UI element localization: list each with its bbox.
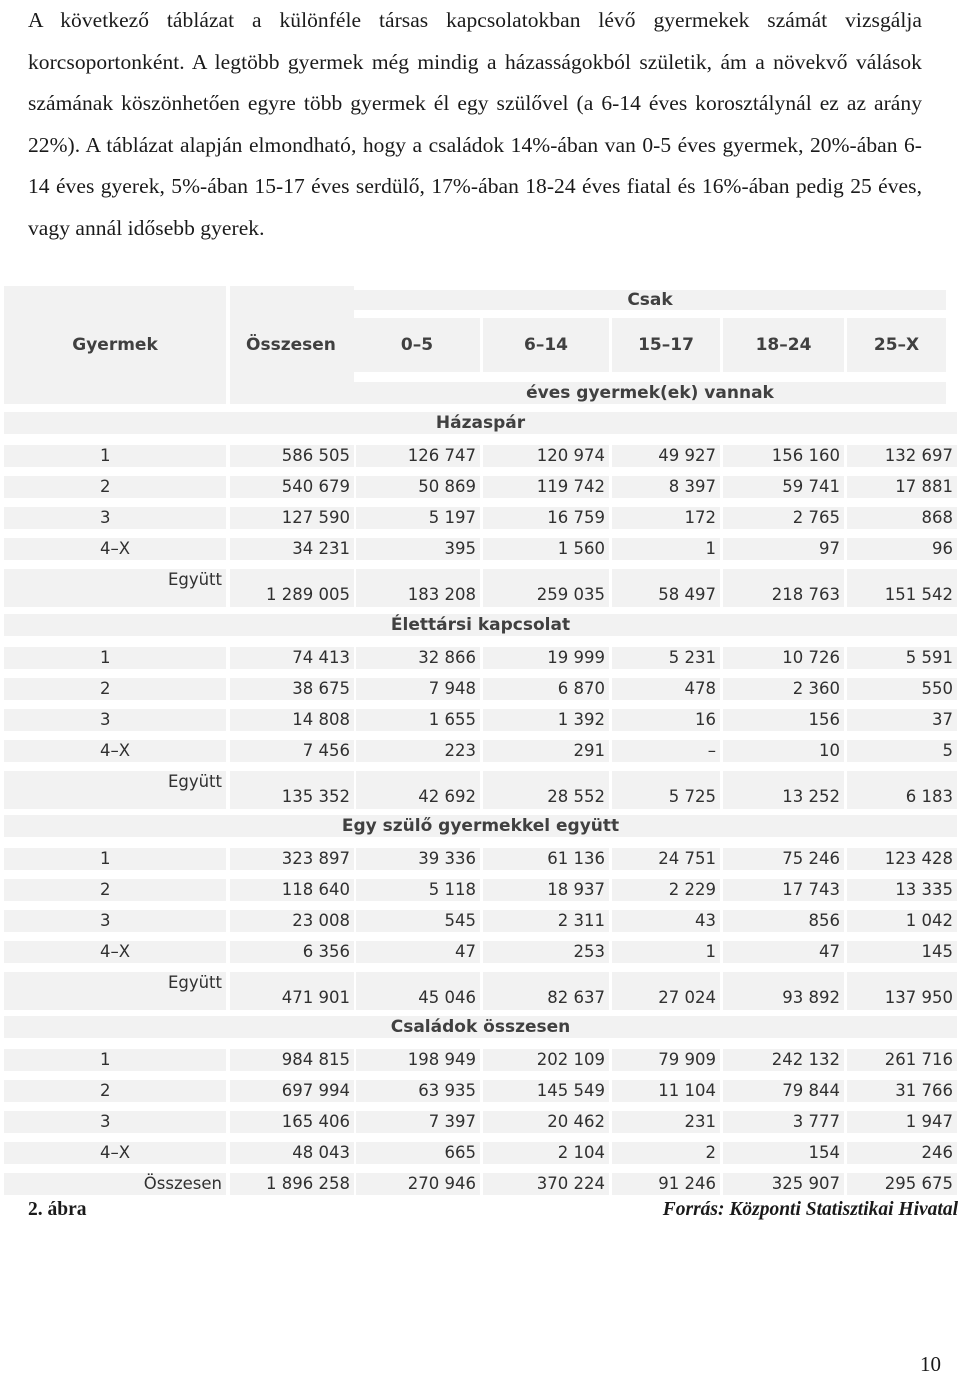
table-cell: 261 716 — [847, 1049, 957, 1071]
table-cell: 2 — [612, 1142, 720, 1164]
table-cell: 5 — [847, 740, 957, 762]
table-cell: 145 — [847, 941, 957, 963]
row-label: 4–X — [4, 740, 226, 762]
table-cell: 2 311 — [483, 910, 609, 932]
total-cell: 325 907 — [723, 1173, 844, 1195]
total-cell: 91 246 — [612, 1173, 720, 1195]
total-cell: 1 896 258 — [230, 1173, 354, 1195]
table-cell: 17 881 — [847, 476, 957, 498]
table-cell: 478 — [612, 678, 720, 700]
table-cell: 198 949 — [356, 1049, 480, 1071]
total-cell: 45 046 — [356, 972, 480, 1010]
table-cell: 79 909 — [612, 1049, 720, 1071]
table-cell: 165 406 — [230, 1111, 354, 1133]
table-cell: 156 — [723, 709, 844, 731]
row-label: 3 — [4, 709, 226, 731]
table-cell: 11 104 — [612, 1080, 720, 1102]
table-cell: 126 747 — [356, 445, 480, 467]
header-osszesen: Összesen — [230, 286, 354, 404]
table-cell: 550 — [847, 678, 957, 700]
table-cell: 23 008 — [230, 910, 354, 932]
table-cell: 38 675 — [230, 678, 354, 700]
section-title: Családok összesen — [4, 1016, 957, 1038]
row-label: 1 — [4, 445, 226, 467]
intro-paragraph: A következő táblázat a különféle társas kapcsolatokban lévő gyermekek számát vizsgálja korcsoportonként. A legtöbb gyermek még mindig a házasságokból születik, ám a növekvő válások számának köszönhetően egyre több gyermek él egy szülővel (a 6-14 éves korosztálynál ez az arány 22%). A táblázat alapján elmondható, hogy a családok 14%-ában van 0-5 éves gyermek, 20%-ában 6-14 éves gyerek, 5%-ában 15-17 éves serdülő, 17%-ában 18-24 éves fiatal és 16%-ában pedig 25 éves, vagy annál idősebb gyerek. — [28, 8, 922, 240]
table-cell: 395 — [356, 538, 480, 560]
page-number: 10 — [920, 1352, 941, 1376]
row-label: 2 — [4, 1080, 226, 1102]
row-label: 3 — [4, 507, 226, 529]
total-cell: 370 224 — [483, 1173, 609, 1195]
table-cell: 43 — [612, 910, 720, 932]
total-label: Együtt — [4, 569, 226, 607]
total-cell: 270 946 — [356, 1173, 480, 1195]
table-cell: 202 109 — [483, 1049, 609, 1071]
row-label: 3 — [4, 1111, 226, 1133]
row-label: 1 — [4, 848, 226, 870]
total-label: Együtt — [4, 771, 226, 809]
row-label: 4–X — [4, 1142, 226, 1164]
total-cell: 259 035 — [483, 569, 609, 607]
table-cell: 145 549 — [483, 1080, 609, 1102]
total-cell: 471 901 — [230, 972, 354, 1010]
header-csak: Csak — [354, 290, 946, 310]
table-cell: 96 — [847, 538, 957, 560]
section-title: Házaspár — [4, 412, 957, 434]
total-cell: 6 183 — [847, 771, 957, 809]
table-cell: 74 413 — [230, 647, 354, 669]
table-cell: 49 927 — [612, 445, 720, 467]
table-cell: 47 — [356, 941, 480, 963]
table-cell: 34 231 — [230, 538, 354, 560]
table-cell: 75 246 — [723, 848, 844, 870]
table-cell: 5 591 — [847, 647, 957, 669]
header-gyermek: Gyermek — [4, 286, 226, 404]
table-cell: 50 869 — [356, 476, 480, 498]
total-cell: 5 725 — [612, 771, 720, 809]
source-note: Forrás: Központi Statisztikai Hivatal — [662, 1199, 958, 1220]
total-cell: 1 289 005 — [230, 569, 354, 607]
total-label: Együtt — [4, 972, 226, 1010]
table-cell: 20 462 — [483, 1111, 609, 1133]
table-cell: 1 — [612, 538, 720, 560]
table-cell: – — [612, 740, 720, 762]
row-label: 2 — [4, 678, 226, 700]
total-cell: 295 675 — [847, 1173, 957, 1195]
header-age-0: 0–5 — [354, 318, 480, 372]
table-cell: 545 — [356, 910, 480, 932]
table-cell: 10 726 — [723, 647, 844, 669]
table-cell: 37 — [847, 709, 957, 731]
total-cell: 13 252 — [723, 771, 844, 809]
row-label: 1 — [4, 647, 226, 669]
table-cell: 63 935 — [356, 1080, 480, 1102]
table-cell: 1 392 — [483, 709, 609, 731]
header-age-4: 25–X — [847, 318, 946, 372]
table-cell: 223 — [356, 740, 480, 762]
table-cell: 61 136 — [483, 848, 609, 870]
header-age-2: 15–17 — [612, 318, 720, 372]
table-cell: 8 397 — [612, 476, 720, 498]
table-cell: 14 808 — [230, 709, 354, 731]
table-cell: 17 743 — [723, 879, 844, 901]
table-cell: 47 — [723, 941, 844, 963]
table-cell: 10 — [723, 740, 844, 762]
table-cell: 984 815 — [230, 1049, 354, 1071]
table-cell: 1 655 — [356, 709, 480, 731]
table-cell: 1 947 — [847, 1111, 957, 1133]
table-cell: 3 777 — [723, 1111, 844, 1133]
table-cell: 16 759 — [483, 507, 609, 529]
table-cell: 7 948 — [356, 678, 480, 700]
row-label: 3 — [4, 910, 226, 932]
table-cell: 246 — [847, 1142, 957, 1164]
table-cell: 172 — [612, 507, 720, 529]
section-title: Élettársi kapcsolat — [4, 614, 957, 636]
table-cell: 2 765 — [723, 507, 844, 529]
total-cell: 58 497 — [612, 569, 720, 607]
section-title: Egy szülő gyermekkel együtt — [4, 815, 957, 837]
total-cell: 183 208 — [356, 569, 480, 607]
table-cell: 127 590 — [230, 507, 354, 529]
table-cell: 586 505 — [230, 445, 354, 467]
table-cell: 16 — [612, 709, 720, 731]
total-cell: 93 892 — [723, 972, 844, 1010]
table-cell: 6 870 — [483, 678, 609, 700]
total-label: Összesen — [4, 1173, 226, 1195]
total-cell: 82 637 — [483, 972, 609, 1010]
table-cell: 7 397 — [356, 1111, 480, 1133]
table-cell: 2 229 — [612, 879, 720, 901]
table-cell: 856 — [723, 910, 844, 932]
table-cell: 253 — [483, 941, 609, 963]
row-label: 4–X — [4, 941, 226, 963]
table-cell: 59 741 — [723, 476, 844, 498]
table-cell: 39 336 — [356, 848, 480, 870]
header-age-1: 6–14 — [483, 318, 609, 372]
table-cell: 540 679 — [230, 476, 354, 498]
table-cell: 18 937 — [483, 879, 609, 901]
table-cell: 123 428 — [847, 848, 957, 870]
header-age-3: 18–24 — [723, 318, 844, 372]
row-label: 4–X — [4, 538, 226, 560]
table-cell: 1 042 — [847, 910, 957, 932]
table-cell: 32 866 — [356, 647, 480, 669]
table-cell: 6 356 — [230, 941, 354, 963]
table-cell: 154 — [723, 1142, 844, 1164]
total-cell: 28 552 — [483, 771, 609, 809]
table-cell: 79 844 — [723, 1080, 844, 1102]
table-cell: 2 360 — [723, 678, 844, 700]
table-cell: 156 160 — [723, 445, 844, 467]
table-cell: 31 766 — [847, 1080, 957, 1102]
table-cell: 132 697 — [847, 445, 957, 467]
table-cell: 665 — [356, 1142, 480, 1164]
table-cell: 5 197 — [356, 507, 480, 529]
table-cell: 1 560 — [483, 538, 609, 560]
table-cell: 119 742 — [483, 476, 609, 498]
table-cell: 697 994 — [230, 1080, 354, 1102]
total-cell: 218 763 — [723, 569, 844, 607]
table-cell: 5 231 — [612, 647, 720, 669]
table-cell: 97 — [723, 538, 844, 560]
table-cell: 7 456 — [230, 740, 354, 762]
table-cell: 19 999 — [483, 647, 609, 669]
total-cell: 135 352 — [230, 771, 354, 809]
table-cell: 48 043 — [230, 1142, 354, 1164]
table-cell: 1 — [612, 941, 720, 963]
table-cell: 120 974 — [483, 445, 609, 467]
table-cell: 291 — [483, 740, 609, 762]
table-cell: 5 118 — [356, 879, 480, 901]
total-cell: 42 692 — [356, 771, 480, 809]
table-cell: 2 104 — [483, 1142, 609, 1164]
table-cell: 242 132 — [723, 1049, 844, 1071]
table-cell: 24 751 — [612, 848, 720, 870]
table-cell: 13 335 — [847, 879, 957, 901]
table-cell: 868 — [847, 507, 957, 529]
table-cell: 323 897 — [230, 848, 354, 870]
table-cell: 231 — [612, 1111, 720, 1133]
table-cell: 118 640 — [230, 879, 354, 901]
figure-caption: 2. ábra — [28, 1199, 87, 1220]
header-subtitle: éves gyermek(ek) vannak — [354, 382, 946, 404]
row-label: 1 — [4, 1049, 226, 1071]
total-cell: 151 542 — [847, 569, 957, 607]
total-cell: 27 024 — [612, 972, 720, 1010]
row-label: 2 — [4, 476, 226, 498]
row-label: 2 — [4, 879, 226, 901]
total-cell: 137 950 — [847, 972, 957, 1010]
